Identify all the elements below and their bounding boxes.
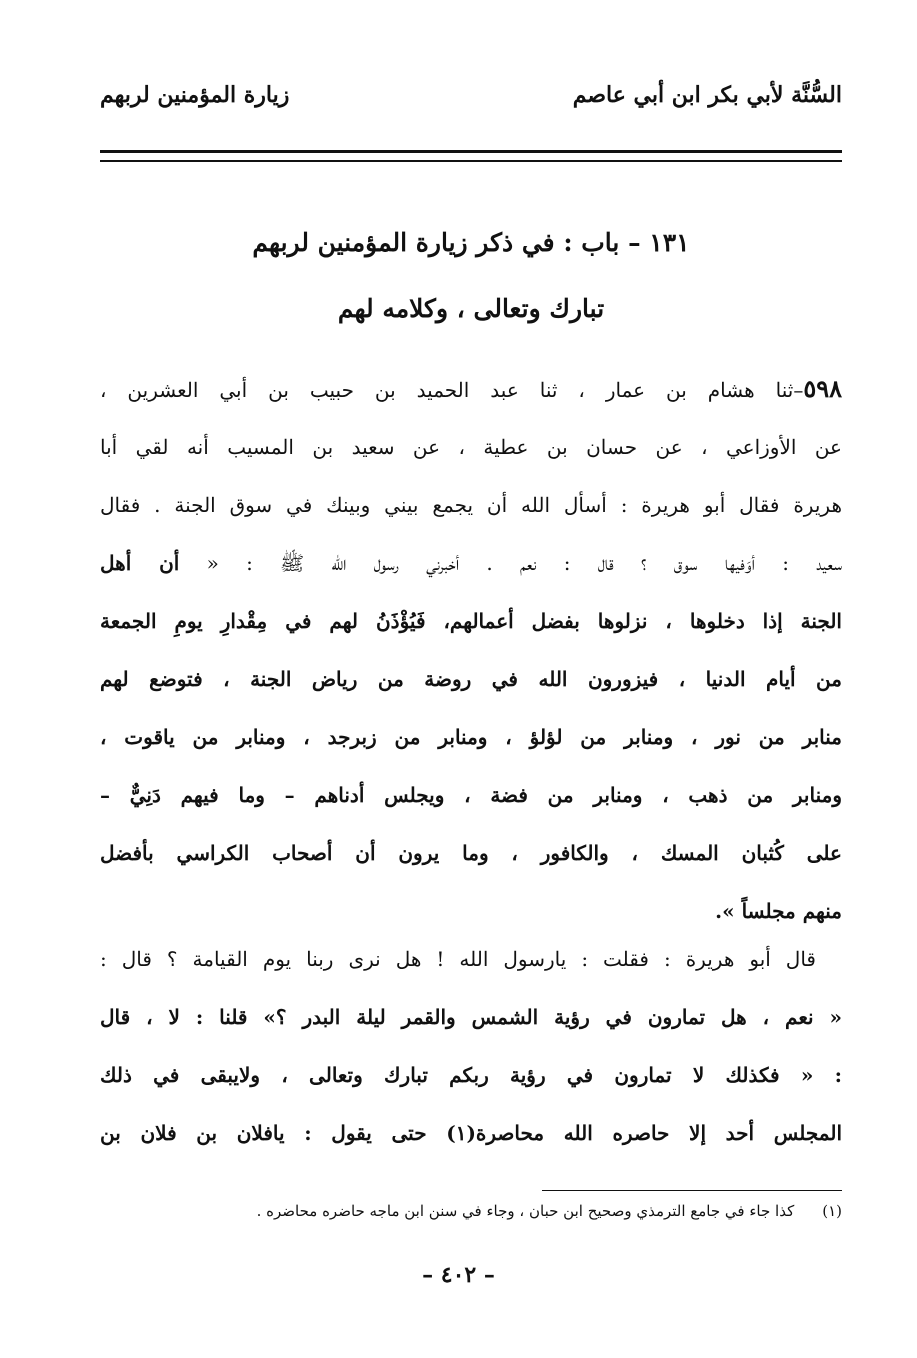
book-title: السُّنَّة لأبي بكر ابن أبي عاصم — [572, 82, 842, 108]
hadith-number: ٥٩٨ — [803, 374, 842, 403]
followup-line: : « فكذلك لا تمارون في رؤية ربكم تبارك وتعالى ، ولايبقى في ذلك — [100, 1063, 842, 1087]
hadith-text — [100, 360, 842, 940]
header-rule-thin — [100, 160, 842, 162]
hadith-line: ومنابر من ذهب ، ومنابر من فضة ، ويجلس أدناهم – وما فيهم دَنِيٌّ – — [100, 783, 842, 807]
hadith-line — [100, 360, 842, 418]
followup-line: « نعم ، هل تمارون في رؤية الشمس والقمر ليلة البدر ؟» قلنا : لا ، قال — [100, 1005, 842, 1029]
hadith-quote-start: أن أهل — [100, 551, 180, 575]
hadith-line: عن الأوزاعي ، عن حسان بن عطية ، عن سعيد بن المسيب أنه لقي أبا — [100, 435, 842, 459]
footnote — [100, 1200, 842, 1222]
hadith-line: منهم مجلساً ». — [715, 899, 842, 923]
running-header — [100, 82, 842, 122]
hadith-line: هريرة فقال أبو هريرة : أسأل الله أن يجمع بيني وبينك في سوق الجنة . فقال — [100, 493, 842, 517]
header-rule-thick — [100, 150, 842, 153]
footnote-text: كذا جاء في جامع الترمذي وصحيح ابن حبان ، وجاء في سنن ابن ماجه حاضره محاضره . — [256, 1202, 795, 1220]
followup-line: المجلس أحد إلا حاصره الله محاصرة(١) حتى يقول : يافلان بن فلان بن — [100, 1121, 842, 1145]
page-number: – ٤٠٢ – — [422, 1262, 495, 1288]
followup-line: قال أبو هريرة : فقلت : يارسول الله ! هل نرى ربنا يوم القيامة ؟ قال : — [100, 947, 816, 971]
hadith-line: على كُثبان المسك ، والكافور ، وما يرون أن أصحاب الكراسي بأفضل — [100, 841, 842, 865]
hadith-line: منابر من نور ، ومنابر من لؤلؤ ، ومنابر من زبرجد ، ومنابر من ياقوت ، — [100, 725, 842, 749]
hadith-line-text: –ثنا هشام بن عمار ، ثنا عبد الحميد بن حبيب بن أبي العشرين ، — [100, 378, 804, 402]
hadith-line: الجنة إذا دخلوها ، نزلوها بفضل أعمالهم، فَيُؤْذَنُ لهم في مِقْدارِ يومِ الجمعة — [100, 609, 842, 633]
hadith-line — [100, 534, 842, 592]
chapter-subheading: تبارك وتعالى ، وكلامه لهم — [337, 294, 605, 323]
footnote-marker: (١) — [822, 1202, 842, 1220]
footnote-separator — [542, 1190, 842, 1191]
section-title: زيارة المؤمنين لربهم — [100, 82, 290, 108]
hadith-line-text: سعيد : أوَفيها سوق ؟ قال : نعم . أخبرني رسول الله ﷺ : « — [206, 551, 842, 575]
followup-text — [100, 930, 842, 1162]
chapter-heading: ١٣١ – باب : في ذكر زيارة المؤمنين لربهم — [252, 228, 690, 257]
hadith-line: من أيام الدنيا ، فيزورون الله في روضة من رياض الجنة ، فتوضع لهم — [100, 667, 842, 691]
